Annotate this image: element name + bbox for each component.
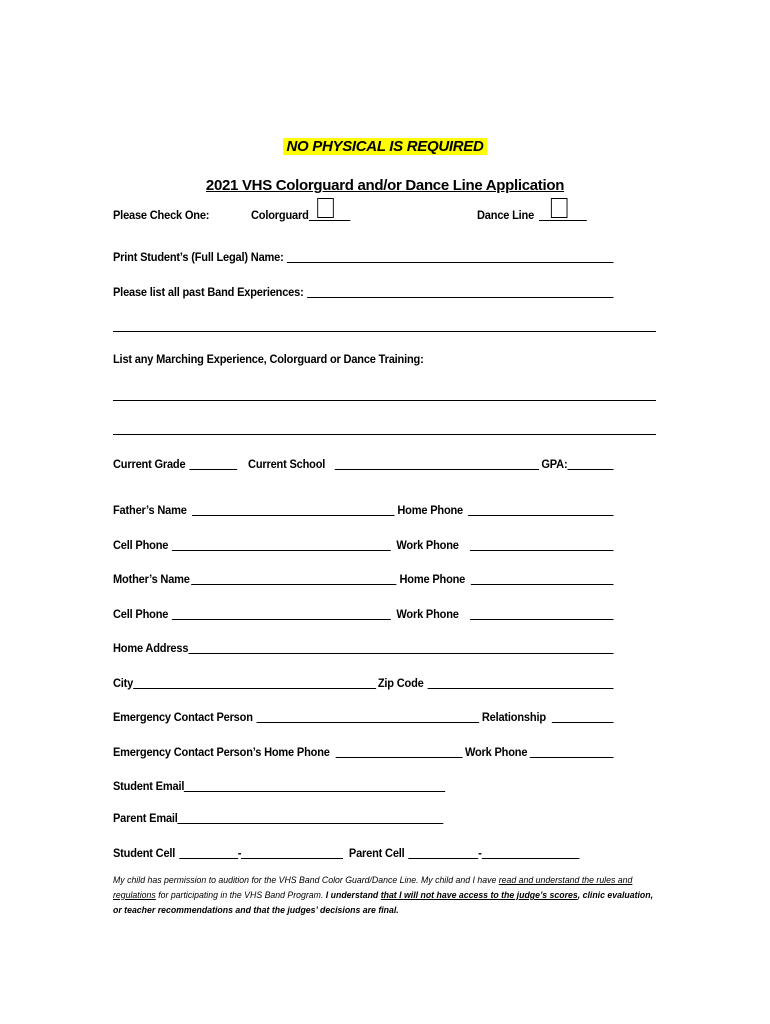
student-cell-number-field[interactable]: [241, 844, 343, 859]
student-email-label: Student Email: [113, 779, 185, 793]
student-cell-area-field[interactable]: [179, 844, 238, 859]
mothers-name-label: Mother’s Name: [113, 572, 190, 586]
father-work-phone-field[interactable]: [470, 536, 614, 551]
city-label: City: [113, 676, 134, 690]
band-experience-label: Please list all past Band Experiences:: [113, 285, 304, 299]
father-cell-field[interactable]: [172, 536, 391, 551]
student-name-row: [113, 245, 613, 265]
address-row: [113, 636, 613, 656]
mother-work-phone-field[interactable]: [470, 605, 614, 620]
student-cell-label: Student Cell: [113, 846, 176, 860]
consent-part5: that I will not have access to the judge’s scores: [380, 890, 578, 901]
form-title: [0, 177, 770, 194]
father-cell-row: [113, 533, 613, 553]
notice-text: NO PHYSICAL IS REQUIRED: [283, 138, 486, 155]
parent-email-row: [113, 806, 613, 826]
no-physical-notice: [0, 138, 770, 156]
colorguard-line: [309, 206, 350, 221]
mother-work-phone-label: Work Phone: [396, 607, 459, 621]
consent-part3: for participating in the VHS Band Program.: [155, 890, 326, 901]
student-email-field[interactable]: [184, 777, 445, 792]
current-school-label: Current School: [248, 457, 326, 471]
current-grade-field[interactable]: [189, 455, 237, 470]
gpa-label: GPA:: [541, 457, 568, 471]
father-cell-label: Cell Phone: [113, 538, 169, 552]
band-experience-row: [113, 280, 613, 300]
emergency-row: [113, 705, 613, 725]
student-cell-dash: -: [237, 846, 242, 860]
parent-email-field[interactable]: [178, 809, 444, 824]
current-school-field[interactable]: [334, 455, 538, 470]
emergency-phone-field[interactable]: [335, 743, 462, 758]
emergency-work-phone-label: Work Phone: [464, 745, 528, 759]
mother-cell-label: Cell Phone: [113, 607, 169, 621]
marching-experience-line-2[interactable]: [113, 434, 656, 435]
fathers-name-label: Father’s Name: [113, 503, 187, 517]
father-row: [113, 498, 613, 518]
band-experience-line-2[interactable]: [113, 331, 656, 332]
colorguard-checkbox[interactable]: [317, 198, 334, 218]
grade-school-row: [113, 452, 613, 472]
zip-code-field[interactable]: [427, 674, 613, 689]
father-home-phone-field[interactable]: [469, 501, 614, 516]
dance-line-line: [539, 206, 587, 221]
emergency-phone-row: [113, 740, 613, 760]
father-work-phone-label: Work Phone: [396, 538, 459, 552]
parent-cell-number-field[interactable]: [482, 844, 580, 859]
marching-experience-row: [113, 347, 613, 367]
cells-row: [113, 841, 613, 861]
mother-home-phone-label: Home Phone: [399, 572, 466, 586]
parent-cell-dash: -: [478, 846, 482, 860]
consent-part6: , clinic evaluation, or teacher recommendations and that the judges’ decisions are final.: [113, 890, 654, 916]
consent-part1: My child has permission to audition for the VHS Band Color Guard/Dance Line. My child and I have: [113, 875, 499, 886]
consent-part4: I understand: [325, 890, 381, 901]
marching-experience-line-1[interactable]: [113, 400, 656, 401]
father-home-phone-label: Home Phone: [397, 503, 464, 517]
parent-cell-label: Parent Cell: [348, 846, 405, 860]
gpa-field[interactable]: [567, 455, 613, 470]
current-grade-label: Current Grade: [113, 457, 186, 471]
emergency-phone-label: Emergency Contact Person’s Home Phone: [113, 745, 330, 759]
parent-email-label: Parent Email: [113, 811, 178, 825]
dance-line-checkbox[interactable]: [551, 198, 568, 218]
home-address-field[interactable]: [188, 639, 613, 654]
mother-row: [113, 567, 613, 587]
zip-code-label: Zip Code: [377, 676, 424, 690]
city-field[interactable]: [133, 674, 376, 689]
emergency-work-phone-field[interactable]: [530, 743, 613, 758]
relationship-label: Relationship: [481, 710, 546, 724]
student-email-row: [113, 774, 613, 794]
colorguard-label: Colorguard: [251, 208, 309, 222]
fathers-name-field[interactable]: [192, 501, 394, 516]
student-name-label: Print Student’s (Full Legal) Name:: [113, 250, 284, 264]
city-zip-row: [113, 671, 613, 691]
check-label: Please Check One:: [113, 208, 210, 222]
student-name-field[interactable]: [287, 248, 613, 263]
marching-experience-label: List any Marching Experience, Colorguard or Dance Training:: [113, 352, 424, 366]
emergency-contact-label: Emergency Contact Person: [113, 710, 253, 724]
mother-cell-row: [113, 602, 613, 622]
home-address-label: Home Address: [113, 641, 189, 655]
dance-line-label: Dance Line: [477, 208, 535, 222]
parent-cell-area-field[interactable]: [408, 844, 478, 859]
title-text: 2021 VHS Colorguard and/or Dance Line Application: [205, 177, 565, 194]
mother-home-phone-field[interactable]: [471, 570, 614, 585]
band-experience-field[interactable]: [307, 283, 613, 298]
emergency-contact-field[interactable]: [256, 708, 479, 723]
consent-part2: read and understand the rules and regulations: [113, 875, 633, 901]
mothers-name-field[interactable]: [192, 570, 397, 585]
relationship-field[interactable]: [551, 708, 613, 723]
check-row: [113, 203, 613, 223]
mother-cell-field[interactable]: [172, 605, 391, 620]
consent-statement: [113, 873, 656, 918]
